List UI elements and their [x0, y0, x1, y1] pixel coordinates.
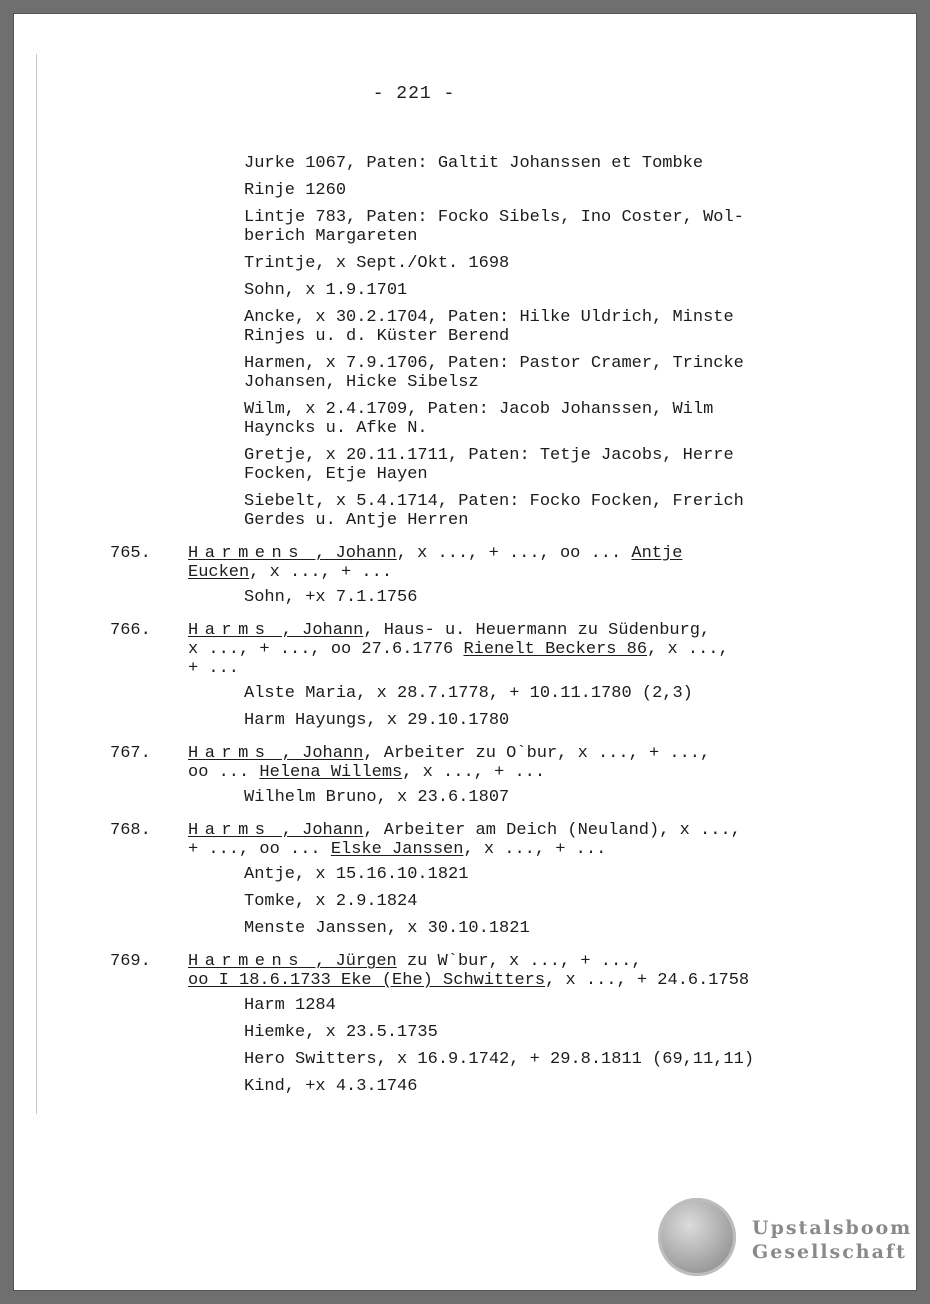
- logo-text: [752, 1216, 912, 1264]
- child-line: Sohn, +x 7.1.1756: [244, 588, 418, 607]
- underlined-name: , Jürgen: [304, 952, 397, 971]
- underlined-name: , Johann: [304, 544, 397, 563]
- entry-number: 769.: [110, 952, 151, 971]
- logo-line-1: Upstalsboom: [752, 1217, 913, 1239]
- society-logo: [658, 1198, 913, 1278]
- surname: Harms: [188, 744, 272, 763]
- child-line: Ancke, x 30.2.1704, Paten: Hilke Uldrich, Minste Rinjes u. d. Küster Berend: [244, 308, 734, 346]
- entry-heading: [188, 744, 916, 782]
- child-line: Jurke 1067, Paten: Galtit Johanssen et Tombke: [244, 154, 704, 173]
- underlined-name: Eke (Ehe) Schwitters: [341, 971, 546, 990]
- heading-text: , x ..., + ..., oo ...: [396, 544, 632, 563]
- child-line: Trintje, x Sept./Okt. 1698: [244, 254, 510, 273]
- entry-heading: [188, 952, 916, 990]
- child-line: Hero Switters, x 16.9.1742, + 29.8.1811 (69,11,11): [244, 1050, 755, 1069]
- heading-text: + ..., oo ...: [188, 840, 331, 859]
- document-page: [14, 14, 916, 1290]
- heading-text: zu W`bur, x ..., + ...,: [396, 952, 642, 971]
- entry: [14, 744, 916, 807]
- heading-text: , Arbeiter am Deich (Neuland), x ...,: [363, 821, 741, 840]
- page-number: - 221 -: [372, 84, 456, 104]
- entry-number: 768.: [110, 821, 151, 840]
- child-line: Sohn, x 1.9.1701: [244, 281, 408, 300]
- child-line: Wilhelm Bruno, x 23.6.1807: [244, 788, 510, 807]
- heading-text: , x ..., + 24.6.1758: [545, 971, 750, 990]
- underlined-name: Elske Janssen: [330, 840, 464, 859]
- heading-text: + ...: [188, 659, 240, 678]
- entry: [14, 544, 916, 607]
- surname: Harms: [188, 821, 272, 840]
- entry-heading: [188, 544, 916, 582]
- genealogy-content: [14, 154, 916, 1104]
- underlined-name: oo I 18.6.1733: [188, 971, 342, 990]
- surname: Harmens: [188, 544, 305, 563]
- entry: [14, 952, 916, 1096]
- heading-text: , x ..., + ...: [402, 763, 546, 782]
- surname: Harmens: [188, 952, 305, 971]
- entry-number: 767.: [110, 744, 151, 763]
- heading-text: oo ...: [188, 763, 260, 782]
- seal-icon: [658, 1198, 736, 1276]
- child-line: Harm Hayungs, x 29.10.1780: [244, 711, 510, 730]
- underlined-name: Rienelt Beckers 86: [463, 640, 648, 659]
- entry-heading: [188, 621, 916, 678]
- child-line: Wilm, x 2.4.1709, Paten: Jacob Johanssen, Wilm Hayncks u. Afke N.: [244, 400, 714, 438]
- entry-number: 766.: [110, 621, 151, 640]
- heading-text: x ..., + ..., oo 27.6.1776: [188, 640, 464, 659]
- heading-text: , x ..., + ...: [249, 563, 393, 582]
- child-line: Alste Maria, x 28.7.1778, + 10.11.1780 (2,3): [244, 684, 693, 703]
- entry: [14, 621, 916, 730]
- child-line: Kind, +x 4.3.1746: [244, 1077, 418, 1096]
- child-line: Hiemke, x 23.5.1735: [244, 1023, 438, 1042]
- underlined-name: Eucken: [188, 563, 250, 582]
- heading-text: , Haus- u. Heuermann zu Südenburg,: [363, 621, 711, 640]
- child-line: Harmen, x 7.9.1706, Paten: Pastor Cramer, Trincke Johansen, Hicke Sibelsz: [244, 354, 744, 392]
- entry-number: 765.: [110, 544, 151, 563]
- child-line: Menste Janssen, x 30.10.1821: [244, 919, 530, 938]
- child-line: Gretje, x 20.11.1711, Paten: Tetje Jacobs, Herre Focken, Etje Hayen: [244, 446, 734, 484]
- child-line: Tomke, x 2.9.1824: [244, 892, 418, 911]
- underlined-name: Helena Willems: [259, 763, 403, 782]
- logo-line-2: Gesellschaft: [752, 1241, 907, 1263]
- heading-text: , Arbeiter zu O`bur, x ..., + ...,: [363, 744, 711, 763]
- child-line: Lintje 783, Paten: Focko Sibels, Ino Coster, Wol- berich Margareten: [244, 208, 744, 246]
- underlined-name: Antje: [631, 544, 683, 563]
- child-line: Siebelt, x 5.4.1714, Paten: Focko Focken, Frerich Gerdes u. Antje Herren: [244, 492, 744, 530]
- heading-text: , x ..., + ...: [463, 840, 607, 859]
- surname: Harms: [188, 621, 272, 640]
- heading-text: , x ...,: [647, 640, 729, 659]
- underlined-name: , Johann: [271, 821, 364, 840]
- entry-heading: [188, 821, 916, 859]
- child-line: Antje, x 15.16.10.1821: [244, 865, 469, 884]
- underlined-name: , Johann: [271, 744, 364, 763]
- child-line: Rinje 1260: [244, 181, 347, 200]
- underlined-name: , Johann: [271, 621, 364, 640]
- child-line: Harm 1284: [244, 996, 336, 1015]
- entry: [14, 821, 916, 938]
